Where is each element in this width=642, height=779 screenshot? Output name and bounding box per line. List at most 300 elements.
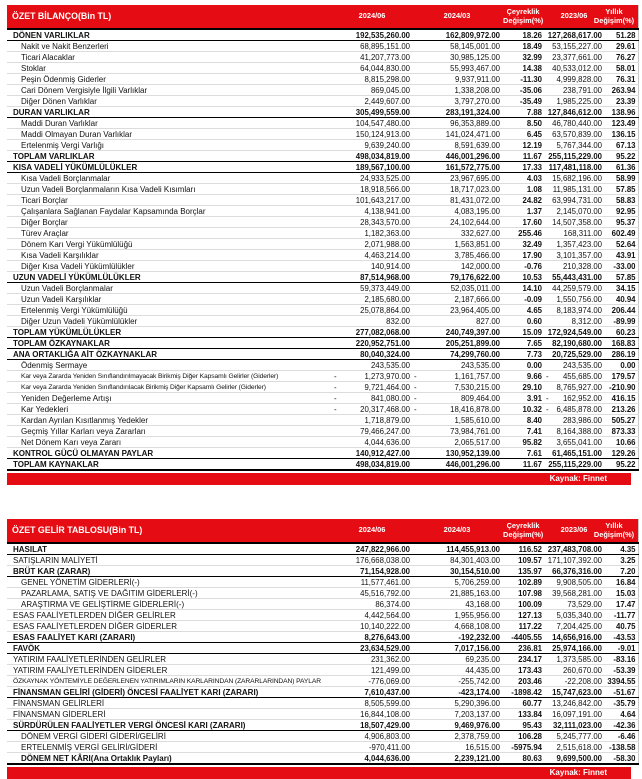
cell-value: 2,187,666.00 [412, 294, 502, 305]
cell-value: -22,208.00 [544, 676, 604, 687]
cell-value: 58.83 [604, 195, 638, 206]
cell-value: 16.84 [604, 577, 638, 588]
cell-value: 305,499,559.00 [332, 107, 412, 118]
table-row [7, 599, 638, 610]
table-row [7, 382, 638, 393]
cell-value: 17.90 [502, 250, 544, 261]
row-label: Cari Dönem Vergisiyle İlgili Varlıklar [7, 85, 332, 96]
cell-value: 10.66 [604, 437, 638, 448]
income-statement-title: ÖZET GELİR TABLOSU(Bin TL) [7, 519, 332, 543]
cell-value: 206.44 [604, 305, 638, 316]
cell-value: 80,040,324.00 [332, 349, 412, 360]
cell-value: 39,568,281.00 [544, 588, 604, 599]
cell-value: - 20,317,468.00 [334, 404, 410, 414]
cell-value: 142,000.00 [412, 261, 502, 272]
cell-value: 66,376,316.00 [544, 566, 604, 577]
cell-value: 123.49 [604, 118, 638, 129]
cell-value: 60.77 [502, 698, 544, 709]
cell-value: -42.36 [604, 720, 638, 731]
cell-value: 71,154,928.00 [332, 566, 412, 577]
cell-value: 5,035,340.00 [544, 610, 604, 621]
cell-value: 8,164,388.00 [544, 426, 604, 437]
cell-value: 172,924,549.00 [544, 327, 604, 338]
cell-value: - 841,080.00 [334, 393, 410, 403]
cell-value: 13,246,842.00 [544, 698, 604, 709]
cell-value: 61,465,151.00 [544, 448, 604, 459]
cell-value: 11.67 [502, 459, 544, 471]
row-label: TOPLAM KAYNAKLAR [7, 459, 332, 471]
cell-value: 14.38 [502, 63, 544, 74]
cell-value: 236.81 [502, 643, 544, 654]
balance-sheet-table [7, 5, 639, 471]
table-row [7, 217, 638, 228]
cell-value: 127,268,617.00 [544, 29, 604, 41]
cell-value: -210.90 [604, 382, 638, 393]
row-label: Kar veya Zararda Yeniden Sınıflandırılmayacak Birikmiş Diğer Kapsamlı Gelirler (Giderler) [7, 371, 332, 382]
cell-value: 95.22 [604, 459, 638, 471]
cell-value: -58.30 [604, 753, 638, 765]
table-row [7, 709, 638, 720]
cell-value: 168,311.00 [544, 228, 604, 239]
cell-value: 23,377,661.00 [544, 52, 604, 63]
table-row [7, 566, 638, 577]
cell-value: 52,035,011.00 [412, 283, 502, 294]
row-label: Uzun Vadeli Borçlanmalar [7, 283, 332, 294]
cell-value: 58,145,001.00 [412, 41, 502, 52]
row-label: UZUN VADELİ YÜKÜMLÜLÜKLER [7, 272, 332, 283]
cell-value: 25,974,166.00 [544, 643, 604, 654]
row-label: ARAŞTIRMA VE GELİŞTİRME GİDERLERİ(-) [7, 599, 332, 610]
cell-value: 74,299,760.00 [412, 349, 502, 360]
cell-value: 24.82 [502, 195, 544, 206]
cell-value: 173.43 [502, 665, 544, 676]
row-label: DÖNEN VARLIKLAR [7, 29, 332, 41]
cell-value: 16,515.00 [412, 742, 502, 753]
column-header-2024-06: 2024/06 [332, 5, 412, 29]
cell-value: 7.41 [502, 426, 544, 437]
cell-value: 29.61 [604, 41, 638, 52]
cell-value: 43,168.00 [412, 599, 502, 610]
accounting-minus: - [546, 393, 549, 403]
cell-value: 277,082,068.00 [332, 327, 412, 338]
row-label: FAVÖK [7, 643, 332, 654]
cell-value: 12.19 [502, 140, 544, 151]
cell-value: 114,455,913.00 [412, 543, 502, 555]
cell-value: 86,374.00 [332, 599, 412, 610]
cell-value: -43.53 [604, 632, 638, 643]
table-row [7, 393, 638, 404]
row-label: Türev Araçlar [7, 228, 332, 239]
row-label: Stoklar [7, 63, 332, 74]
row-label: TOPLAM YÜKÜMLÜLÜKLER [7, 327, 332, 338]
cell-value: 25,078,864.00 [332, 305, 412, 316]
row-label: Kardan Ayrılan Kısıtlanmış Yedekler [7, 415, 332, 426]
cell-value: -9.01 [604, 643, 638, 654]
cell-value: 238,791.00 [544, 85, 604, 96]
cell-value: 1,182,363.00 [332, 228, 412, 239]
row-label: FİNANSMAN GELİRLERİ [7, 698, 332, 709]
cell-value: 14.10 [502, 283, 544, 294]
cell-value: 23,634,529.00 [332, 643, 412, 654]
cell-value: 10.53 [502, 272, 544, 283]
cell-value: 4,044,636.00 [332, 753, 412, 765]
cell-value: - 162,952.00 [546, 393, 602, 403]
row-label: HASILAT [7, 543, 332, 555]
cell-value: 1,357,423.00 [544, 239, 604, 250]
cell-value: 3,785,466.00 [412, 250, 502, 261]
table-row [7, 621, 638, 632]
header-row [7, 519, 638, 543]
row-label: Diğer Uzun Vadeli Yükümlülükler [7, 316, 332, 327]
cell-value: 505.27 [604, 415, 638, 426]
row-label: ANA ORTAKLIĞA AİT ÖZKAYNAKLAR [7, 349, 332, 360]
cell-value: -11.30 [502, 74, 544, 85]
cell-value: 127.13 [502, 610, 544, 621]
table-row [7, 665, 638, 676]
cell-value: 80.63 [502, 753, 544, 765]
table-row [7, 228, 638, 239]
table-row [7, 676, 638, 687]
cell-value: -0.09 [502, 294, 544, 305]
cell-value: 18,717,023.00 [412, 184, 502, 195]
table-row [7, 448, 638, 459]
cell-value: 7.65 [502, 338, 544, 349]
cell-value: 127,846,612.00 [544, 107, 604, 118]
accounting-minus: - [334, 371, 337, 381]
row-label: Diğer Kısa Vadeli Yükümlülükler [7, 261, 332, 272]
cell-value: 61.36 [604, 162, 638, 173]
cell-value: 15,682,196.00 [544, 173, 604, 184]
cell-value: 7,204,425.00 [544, 621, 604, 632]
cell-value: 129.26 [604, 448, 638, 459]
cell-value: 140,914.00 [332, 261, 412, 272]
cell-value: 1,338,208.00 [412, 85, 502, 96]
cell-value: -33.00 [604, 261, 638, 272]
cell-value: 28,343,570.00 [332, 217, 412, 228]
cell-value: 1.37 [502, 206, 544, 217]
table-row [7, 151, 638, 162]
cell-value: 41,207,773.00 [332, 52, 412, 63]
cell-value: 109.57 [502, 555, 544, 566]
cell-value: 4,044,636.00 [332, 437, 412, 448]
row-label: ESAS FAALİYET KARI (ZARARI) [7, 632, 332, 643]
cell-value: 2,378,759.00 [412, 731, 502, 742]
cell-value: 4,138,941.00 [332, 206, 412, 217]
cell-value: 4.35 [604, 543, 638, 555]
row-label: Dönem Karı Vergi Yükümlülüğü [7, 239, 332, 250]
table-row [7, 720, 638, 731]
cell-value: -0.76 [502, 261, 544, 272]
cell-value: 8,183,974.00 [544, 305, 604, 316]
row-label: ESAS FAALİYETLERDEN DİĞER GELİRLER [7, 610, 332, 621]
cell-value: 81,431,072.00 [412, 195, 502, 206]
cell-value: 23,964,405.00 [412, 305, 502, 316]
table-row [7, 162, 638, 173]
cell-value: 243,535.00 [332, 360, 412, 371]
table-row [7, 41, 638, 52]
cell-value: - 1,273,970.00 [334, 371, 410, 381]
cell-value: 4,999,828.00 [544, 74, 604, 85]
cell-value: 100.09 [502, 599, 544, 610]
cell-value: -11.77 [604, 610, 638, 621]
table-row [7, 195, 638, 206]
cell-value: -138.58 [604, 742, 638, 753]
cell-value: 23,967,695.00 [412, 173, 502, 184]
row-label: DÖNEM NET KÂRI(Ana Ortaklık Payları) [7, 753, 332, 765]
table-row [7, 437, 638, 448]
cell-value: 51.28 [604, 29, 638, 41]
cell-value: 11.67 [502, 151, 544, 162]
cell-value: 3.25 [604, 555, 638, 566]
cell-value: - 9,721,464.00 [334, 382, 410, 392]
cell-value: 498,034,819.00 [332, 459, 412, 471]
row-label: FİNANSMAN GELİRİ (GİDERİ) ÖNCESİ FAALİYET KARI (ZARARI) [7, 687, 332, 698]
cell-value: 8,815,298.00 [332, 74, 412, 85]
table-row [7, 29, 638, 41]
cell-value: - 455,685.00 [546, 371, 602, 381]
cell-value: 9,908,505.00 [544, 577, 604, 588]
table-row [7, 753, 638, 765]
cell-value: 243,535.00 [412, 360, 502, 371]
table-row [7, 555, 638, 566]
cell-value: 16,097,191.00 [544, 709, 604, 720]
cell-value: 59,373,449.00 [332, 283, 412, 294]
cell-value: 3,101,357.00 [544, 250, 604, 261]
cell-value: 0.00 [604, 360, 638, 371]
accounting-minus: - [334, 382, 337, 392]
cell-value: 106.28 [502, 731, 544, 742]
cell-value: - 809,464.00 [414, 393, 500, 403]
cell-value: 263.94 [604, 85, 638, 96]
accounting-minus: - [334, 404, 337, 414]
cell-value: 10.32 [502, 404, 544, 415]
header-row [7, 5, 638, 29]
table-row [7, 294, 638, 305]
source-label: Kaynak: Finnet [549, 474, 607, 483]
row-label: Diğer Borçlar [7, 217, 332, 228]
cell-value: 43.91 [604, 250, 638, 261]
table-row [7, 426, 638, 437]
cell-value: 67.13 [604, 140, 638, 151]
cell-value: 0.60 [502, 316, 544, 327]
cell-value: 84,301,403.00 [412, 555, 502, 566]
cell-value: -35.06 [502, 85, 544, 96]
cell-value: 168.83 [604, 338, 638, 349]
table-row [7, 327, 638, 338]
table-row [7, 140, 638, 151]
row-label: ERTELENMİŞ VERGİ GELİRİ/GİDERİ [7, 742, 332, 753]
cell-value: 44,435.00 [412, 665, 502, 676]
cell-value: -970,411.00 [332, 742, 412, 753]
cell-value: 9,469,976.00 [412, 720, 502, 731]
cell-value: 76.31 [604, 74, 638, 85]
cell-value: 18.49 [502, 41, 544, 52]
cell-value: 1,955,956.00 [412, 610, 502, 621]
cell-value: 8,765,927.00 [544, 382, 604, 393]
table-row [7, 742, 638, 753]
cell-value: 17.60 [502, 217, 544, 228]
cell-value: 95.22 [604, 151, 638, 162]
cell-value: 6.45 [502, 129, 544, 140]
cell-value: 101,643,217.00 [332, 195, 412, 206]
cell-value: 95.43 [502, 720, 544, 731]
cell-value: 231,362.00 [332, 654, 412, 665]
cell-value: 1,985,225.00 [544, 96, 604, 107]
cell-value: 58.99 [604, 173, 638, 184]
column-header-2023-06: 2023/06 [544, 519, 604, 543]
cell-value: 5,767,344.00 [544, 140, 604, 151]
cell-value: 1.08 [502, 184, 544, 195]
cell-value: 205,251,899.00 [412, 338, 502, 349]
cell-value: 9.66 [502, 371, 544, 382]
cell-value: 7.61 [502, 448, 544, 459]
cell-value: 3,797,270.00 [412, 96, 502, 107]
cell-value: 141,024,471.00 [412, 129, 502, 140]
cell-value: -5975.94 [502, 742, 544, 753]
cell-value: 255,115,229.00 [544, 459, 604, 471]
table-row [7, 118, 638, 129]
cell-value: 286.19 [604, 349, 638, 360]
row-label: DÖNEM VERGİ GİDERİ GİDERİ/GELİRİ [7, 731, 332, 742]
cell-value: 16,844,108.00 [332, 709, 412, 720]
cell-value: 0.00 [502, 360, 544, 371]
cell-value: 32,111,023.00 [544, 720, 604, 731]
row-label: PAZARLAMA, SATIŞ VE DAĞITIM GİDERLERİ(-) [7, 588, 332, 599]
row-label: Çalışanlara Sağlanan Faydalar Kapsamında Borçlar [7, 206, 332, 217]
row-label: ESAS FAALİYETLERDEN DİĞER GİDERLER [7, 621, 332, 632]
cell-value: 161,572,775.00 [412, 162, 502, 173]
cell-value: 138.96 [604, 107, 638, 118]
cell-value: 130,952,139.00 [412, 448, 502, 459]
cell-value: 95.82 [502, 437, 544, 448]
cell-value: 260,670.00 [544, 665, 604, 676]
cell-value: 832.00 [332, 316, 412, 327]
cell-value: 79,176,622.00 [412, 272, 502, 283]
cell-value: 53,155,227.00 [544, 41, 604, 52]
cell-value: 7,203,137.00 [412, 709, 502, 720]
cell-value: 1,373,585.00 [544, 654, 604, 665]
table-row [7, 96, 638, 107]
column-header-quarterly-change: Çeyreklik Değişim(%) [502, 519, 544, 543]
cell-value: 1,718,879.00 [332, 415, 412, 426]
cell-value: 121,499.00 [332, 665, 412, 676]
cell-value: 64,044,830.00 [332, 63, 412, 74]
row-label: Uzun Vadeli Borçlanmaların Kısa Vadeli Kısımları [7, 184, 332, 195]
cell-value: 179.57 [604, 371, 638, 382]
cell-value: -35.79 [604, 698, 638, 709]
cell-value: 68,895,151.00 [332, 41, 412, 52]
row-label: Diğer Dönen Varlıklar [7, 96, 332, 107]
cell-value: 73,529.00 [544, 599, 604, 610]
cell-value: 1,563,851.00 [412, 239, 502, 250]
cell-value: 3.91 [502, 393, 544, 404]
cell-value: 602.49 [604, 228, 638, 239]
cell-value: 7,017,156.00 [412, 643, 502, 654]
cell-value: 255.46 [502, 228, 544, 239]
cell-value: 21,885,163.00 [412, 588, 502, 599]
table-row [7, 250, 638, 261]
row-label: BRÜT KAR (ZARAR) [7, 566, 332, 577]
cell-value: 873.33 [604, 426, 638, 437]
cell-value: 2,449,607.00 [332, 96, 412, 107]
row-label: TOPLAM ÖZKAYNAKLAR [7, 338, 332, 349]
column-header-yearly-change: Yıllık Değişim(%) [604, 519, 638, 543]
cell-value: 136.15 [604, 129, 638, 140]
column-header-2024-06: 2024/06 [332, 519, 412, 543]
table-row [7, 107, 638, 118]
row-label: DURAN VARLIKLAR [7, 107, 332, 118]
row-label: ÖZKAYNAK YÖNTEMİYLE DEĞERLENEN YATIRIMLARIN KARLARINDAN (ZARARLARINDAN) PAYLAR [7, 676, 332, 687]
cell-value: 5,245,777.00 [544, 731, 604, 742]
cell-value: 5,290,396.00 [412, 698, 502, 709]
row-label: SATIŞLARIN MALİYETİ [7, 555, 332, 566]
cell-value: 247,822,966.00 [332, 543, 412, 555]
cell-value: 4.65 [502, 305, 544, 316]
cell-value: 87,514,968.00 [332, 272, 412, 283]
cell-value: 9,639,240.00 [332, 140, 412, 151]
cell-value: 8,591,639.00 [412, 140, 502, 151]
table-row [7, 173, 638, 184]
cell-value: 4.64 [604, 709, 638, 720]
cell-value: - 6,485,878.00 [546, 404, 602, 414]
cell-value: 4.03 [502, 173, 544, 184]
cell-value: 192,535,260.00 [332, 29, 412, 41]
cell-value: 63,994,731.00 [544, 195, 604, 206]
cell-value: 446,001,296.00 [412, 459, 502, 471]
cell-value: 203.46 [502, 676, 544, 687]
cell-value: 2,145,070.00 [544, 206, 604, 217]
cell-value: 2,185,680.00 [332, 294, 412, 305]
table-row [7, 632, 638, 643]
table-row [7, 129, 638, 140]
cell-value: 15.09 [502, 327, 544, 338]
cell-value: 40,533,012.00 [544, 63, 604, 74]
row-label: KISA VADELİ YÜKÜMLÜLÜKLER [7, 162, 332, 173]
table-row [7, 316, 638, 327]
table-row [7, 261, 638, 272]
cell-value: 869,045.00 [332, 85, 412, 96]
tables-gap [7, 485, 638, 519]
cell-value: 44,259,579.00 [544, 283, 604, 294]
cell-value: 283,986.00 [544, 415, 604, 426]
cell-value: 116.52 [502, 543, 544, 555]
cell-value: 15.03 [604, 588, 638, 599]
row-label: Kar veya Zararda Yeniden Sınıflandırılacak Birikmiş Diğer Kapsamlı Gelirler (Giderler) [7, 382, 332, 393]
source-label: Kaynak: Finnet [549, 768, 607, 777]
cell-value: 255,115,229.00 [544, 151, 604, 162]
column-header-2024-03: 2024/03 [412, 519, 502, 543]
table-row [7, 643, 638, 654]
cell-value: -35.49 [502, 96, 544, 107]
table-row [7, 239, 638, 250]
row-label: Ertelenmiş Vergi Varlığı [7, 140, 332, 151]
cell-value: 5,706,259.00 [412, 577, 502, 588]
row-label: Yeniden Değerleme Artışı [7, 393, 332, 404]
cell-value: 135.97 [502, 566, 544, 577]
row-label: Nakit ve Nakit Benzerleri [7, 41, 332, 52]
cell-value: 7,610,437.00 [332, 687, 412, 698]
row-label: Uzun Vadeli Karşılıklar [7, 294, 332, 305]
cell-value: 332,627.00 [412, 228, 502, 239]
table-row [7, 206, 638, 217]
cell-value: 8,312.00 [544, 316, 604, 327]
cell-value: 210,328.00 [544, 261, 604, 272]
row-label: Maddi Olmayan Duran Varlıklar [7, 129, 332, 140]
cell-value: 23.39 [604, 96, 638, 107]
cell-value: 7.88 [502, 107, 544, 118]
cell-value: 2,071,988.00 [332, 239, 412, 250]
cell-value: 220,952,751.00 [332, 338, 412, 349]
